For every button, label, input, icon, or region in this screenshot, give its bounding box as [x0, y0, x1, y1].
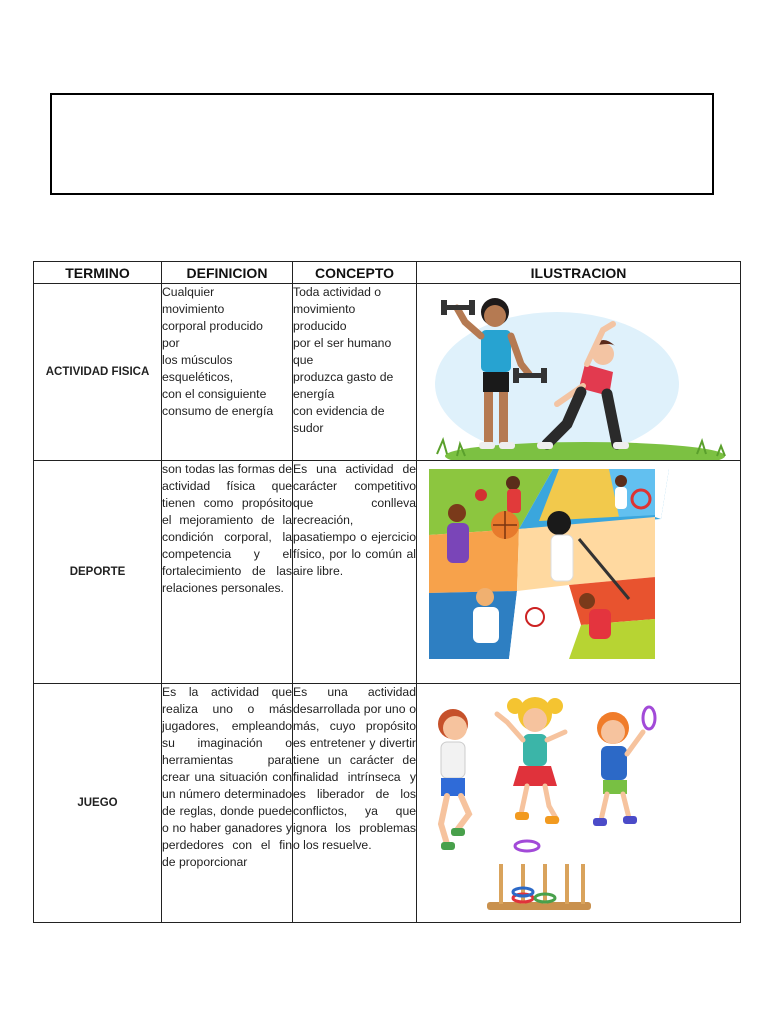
title-box	[50, 93, 714, 195]
term-cell: DEPORTE	[34, 461, 162, 684]
term-cell: ACTIVIDAD FISICA	[34, 284, 162, 461]
table-row	[34, 461, 741, 684]
concept-cell: Es una actividad desarrollada por uno o más, cuyo propósito es entretener y divertir tiene un carácter de finalidad intrínseca y es liberador de los conflictos, ya que ignora los problemas o los resuelve.	[293, 684, 417, 923]
definition-cell: Es la actividad que realiza uno o más jugadores, empleando su imaginación o herramientas para crear una situación con un número determinado de reglas, donde puede o no haber ganadores y perdedores con el fin de proporcionar	[162, 684, 293, 923]
definition-line: por	[162, 336, 180, 350]
definition-cell: son todas las formas de actividad física que tienen como propósito el mejoramiento de la condición corporal, la competencia y el fortalecimiento de las relaciones personales.	[162, 461, 293, 684]
header-term: TERMINO	[34, 262, 162, 284]
table-header-row	[34, 262, 741, 284]
definition-line: con el consiguiente	[162, 387, 267, 401]
term-cell: JUEGO	[34, 684, 162, 923]
header-illustration: ILUSTRACION	[417, 262, 741, 284]
concept-line: produzca gasto de	[293, 370, 394, 384]
definition-cell	[162, 284, 293, 461]
definition-line: esqueléticos,	[162, 370, 234, 384]
definition-line: consumo de energía	[162, 404, 274, 418]
definition-line: los músculos	[162, 353, 233, 367]
concept-cell: Es una actividad de carácter competitivo que conlleva recreación, pasatiempo o ejercicio físico, por lo común al aire libre.	[293, 461, 417, 684]
concept-line: producido	[293, 319, 347, 333]
table-row	[34, 284, 741, 461]
kids-ring-toss-illustration	[417, 684, 741, 922]
terms-table	[33, 261, 741, 923]
sports-collage-illustration	[417, 461, 741, 683]
concept-line: que	[293, 353, 314, 367]
definition-line: Cualquier	[162, 285, 215, 299]
table-row	[34, 684, 741, 923]
concept-line: energía	[293, 387, 335, 401]
definition-line: movimiento	[162, 302, 225, 316]
header-definition: DEFINICION	[162, 262, 293, 284]
concept-line: sudor	[293, 421, 324, 435]
illustration-cell	[417, 461, 741, 684]
concept-line: con evidencia de	[293, 404, 385, 418]
concept-line: por el ser humano	[293, 336, 392, 350]
concept-line: Toda actividad o	[293, 285, 382, 299]
definition-line: corporal producido	[162, 319, 263, 333]
header-concept: CONCEPTO	[293, 262, 417, 284]
illustration-cell	[417, 684, 741, 923]
exercise-illustration	[417, 284, 741, 460]
illustration-cell	[417, 284, 741, 461]
concept-cell	[293, 284, 417, 461]
concept-line: movimiento	[293, 302, 356, 316]
